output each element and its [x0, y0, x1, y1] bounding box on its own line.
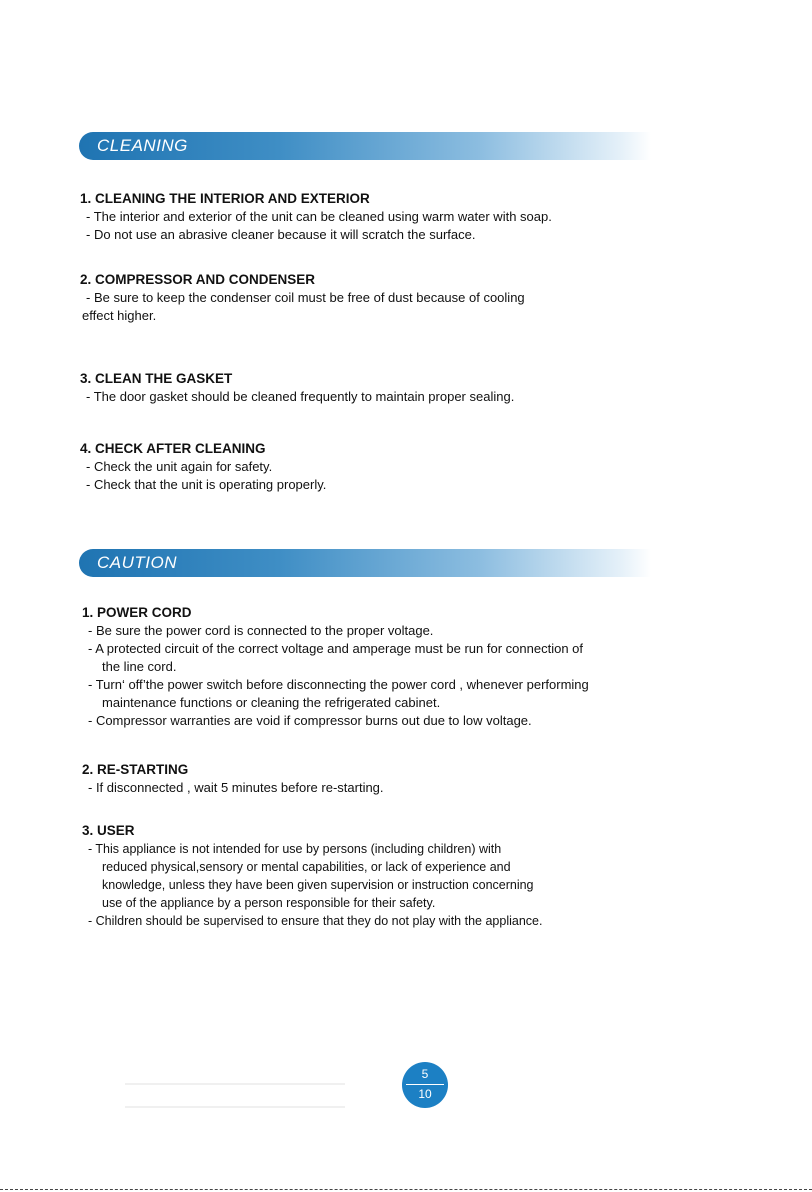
section-line: - Turn‘ off’the power switch before disconnecting the power cord , whenever performing — [88, 677, 589, 692]
caution-title: CAUTION — [97, 553, 177, 572]
section-line: effect higher. — [82, 308, 157, 323]
page-edge-line — [0, 1189, 812, 1191]
section-heading: 2. COMPRESSOR AND CONDENSER — [80, 272, 316, 287]
section-line: - Check that the unit is operating properly. — [86, 477, 327, 492]
section-line: - Be sure the power cord is connected to the proper voltage. — [88, 623, 434, 638]
cleaning-section-3 — [80, 370, 720, 406]
page-total: 10 — [418, 1087, 432, 1101]
cleaning-section-4 — [80, 440, 720, 494]
section-line: - If disconnected , wait 5 minutes before re-starting. — [88, 780, 384, 795]
page-divider — [406, 1084, 444, 1085]
section-line: knowledge, unless they have been given supervision or instruction concerning — [102, 878, 534, 892]
section-line: - A protected circuit of the correct voltage and amperage must be run for connection of — [88, 641, 583, 656]
faint-mark — [125, 1106, 345, 1108]
caution-section-3 — [82, 822, 722, 930]
section-heading: 1. CLEANING THE INTERIOR AND EXTERIOR — [80, 191, 370, 206]
cleaning-banner — [79, 132, 651, 160]
section-line: - The door gasket should be cleaned frequently to maintain proper sealing. — [86, 389, 515, 404]
section-heading: 1. POWER CORD — [82, 605, 192, 620]
section-line: - Check the unit again for safety. — [86, 459, 273, 474]
section-line: - Do not use an abrasive cleaner because it will scratch the surface. — [86, 227, 476, 242]
section-line: reduced physical,sensory or mental capabilities, or lack of experience and — [102, 860, 511, 874]
section-line: - Be sure to keep the condenser coil must be free of dust because of cooling — [86, 290, 525, 305]
caution-section-2 — [82, 761, 722, 797]
section-line: - Compressor warranties are void if compressor burns out due to low voltage. — [88, 713, 532, 728]
caution-section-1 — [82, 604, 722, 730]
faint-mark — [125, 1083, 345, 1085]
page-indicator-badge — [402, 1062, 448, 1108]
section-heading: 4. CHECK AFTER CLEANING — [80, 441, 266, 456]
section-heading: 3. CLEAN THE GASKET — [80, 371, 233, 386]
caution-banner — [79, 549, 651, 577]
cleaning-title: CLEANING — [97, 136, 188, 155]
section-line: - Children should be supervised to ensure that they do not play with the appliance. — [88, 914, 543, 928]
page-current: 5 — [421, 1067, 429, 1081]
section-line: use of the appliance by a person responsible for their safety. — [102, 896, 436, 910]
section-line: the line cord. — [102, 659, 177, 674]
section-line: - This appliance is not intended for use by persons (including children) with — [88, 842, 502, 856]
section-line: - The interior and exterior of the unit can be cleaned using warm water with soap. — [86, 209, 552, 224]
cleaning-section-2 — [80, 271, 720, 325]
section-heading: 2. RE-STARTING — [82, 762, 189, 777]
section-line: maintenance functions or cleaning the refrigerated cabinet. — [102, 695, 441, 710]
section-heading: 3. USER — [82, 823, 135, 838]
cleaning-section-1 — [80, 190, 720, 244]
